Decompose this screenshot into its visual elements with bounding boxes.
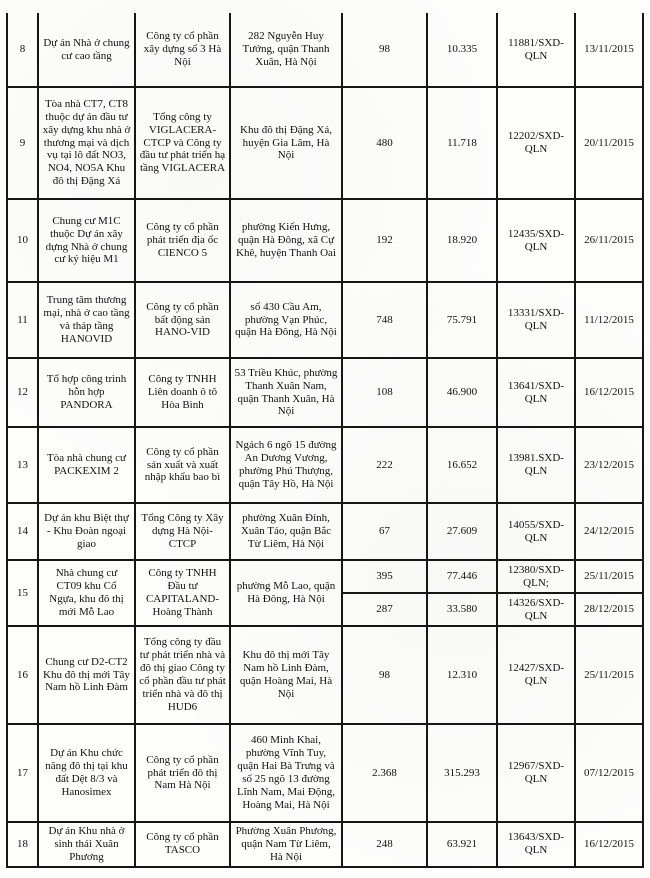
investor-cell: Công ty cổ phần bất động sản HANO-VID [135, 282, 230, 358]
stt-cell: 18 [7, 822, 38, 867]
stt-cell: 10 [7, 199, 38, 282]
table-row [7, 282, 643, 358]
document-date-cell: 24/12/2015 [575, 503, 643, 560]
project-name-cell: Dự án Khu nhà ở sinh thái Xuân Phương [38, 822, 135, 867]
floor-area-cell: 77.446 [427, 560, 497, 593]
stt-cell: 9 [7, 87, 38, 199]
investor-cell: Công ty TNHH Đầu tư CAPITALAND-Hoàng Thành [135, 560, 230, 626]
investor-cell: Tổng công ty đầu tư phát triển nhà và đô thị giao Công ty cổ phần đầu tư phát triển nhà và đô thị HUD6 [135, 626, 230, 724]
stt-cell: 14 [7, 503, 38, 560]
document-date-cell: 25/11/2015 [575, 626, 643, 724]
address-cell: Ngách 6 ngõ 15 đường An Dương Vương, phường Phú Thượng, quận Tây Hồ, Hà Nội [230, 427, 342, 503]
stt-cell: 11 [7, 282, 38, 358]
floor-area-cell: 315.293 [427, 724, 497, 822]
document-number-cell: 13981.SXD-QLN [497, 427, 575, 503]
table-row [7, 358, 643, 427]
stt-cell: 15 [7, 560, 38, 626]
units-count-cell: 192 [342, 199, 427, 282]
document-number-cell: 11881/SXD-QLN [497, 13, 575, 87]
document-number-cell: 12380/SXD-QLN; [497, 560, 575, 593]
document-date-cell: 11/12/2015 [575, 282, 643, 358]
document-number-cell: 12202/SXD-QLN [497, 87, 575, 199]
table-row [7, 626, 643, 724]
investor-cell: Tổng công ty VIGLACERA-CTCP và Công ty đầu tư phát triển hạ tầng VIGLACERA [135, 87, 230, 199]
stt-cell: 17 [7, 724, 38, 822]
floor-area-cell: 12.310 [427, 626, 497, 724]
investor-cell: Công ty cổ phần phát triển đô thị Nam Hà Nội [135, 724, 230, 822]
project-name-cell: Tòa nhà chung cư PACKEXIM 2 [38, 427, 135, 503]
permits-table-body [7, 13, 643, 867]
project-name-cell: Dự án Nhà ở chung cư cao tầng [38, 13, 135, 87]
document-date-cell: 07/12/2015 [575, 724, 643, 822]
document-date-cell: 20/11/2015 [575, 87, 643, 199]
document-date-cell: 28/12/2015 [575, 593, 643, 626]
address-cell: phường Mỗ Lao, quận Hà Đông, Hà Nội [230, 560, 342, 626]
units-count-cell: 395 [342, 560, 427, 593]
investor-cell: Tổng Công ty Xây dựng Hà Nội-CTCP [135, 503, 230, 560]
document-number-cell: 14326/SXD-QLN [497, 593, 575, 626]
project-name-cell: Chung cư M1C thuộc Dự án xây dựng Nhà ở chung cư ký hiệu M1 [38, 199, 135, 282]
units-count-cell: 2.368 [342, 724, 427, 822]
document-number-cell: 12435/SXD-QLN [497, 199, 575, 282]
document-date-cell: 13/11/2015 [575, 13, 643, 87]
stt-cell: 8 [7, 13, 38, 87]
units-count-cell: 480 [342, 87, 427, 199]
units-count-cell: 287 [342, 593, 427, 626]
units-count-cell: 248 [342, 822, 427, 867]
investor-cell: Công ty cổ phần xây dựng số 3 Hà Nội [135, 13, 230, 87]
floor-area-cell: 11.718 [427, 87, 497, 199]
address-cell: phường Kiến Hưng, quận Hà Đông, xã Cự Khê, huyện Thanh Oai [230, 199, 342, 282]
document-number-cell: 13643/SXD-QLN [497, 822, 575, 867]
document-number-cell: 12427/SXD-QLN [497, 626, 575, 724]
project-name-cell: Tổ hợp công trình hỗn hợp PANDORA [38, 358, 135, 427]
table-row [7, 87, 643, 199]
table-row [7, 560, 643, 593]
document-date-cell: 25/11/2015 [575, 560, 643, 593]
units-count-cell: 748 [342, 282, 427, 358]
units-count-cell: 108 [342, 358, 427, 427]
units-count-cell: 98 [342, 13, 427, 87]
floor-area-cell: 63.921 [427, 822, 497, 867]
document-number-cell: 13641/SXD-QLN [497, 358, 575, 427]
units-count-cell: 98 [342, 626, 427, 724]
project-name-cell: Trung tâm thương mại, nhà ở cao tầng và tháp tầng HANOVID [38, 282, 135, 358]
floor-area-cell: 18.920 [427, 199, 497, 282]
address-cell: Phường Xuân Phương, quận Nam Từ Liêm, Hà Nội [230, 822, 342, 867]
address-cell: Khu đô thị mới Tây Nam hồ Linh Đàm, quận Hoàng Mai, Hà Nội [230, 626, 342, 724]
units-count-cell: 222 [342, 427, 427, 503]
floor-area-cell: 10.335 [427, 13, 497, 87]
investor-cell: Công ty cổ phần phát triển địa ốc CIENCO 5 [135, 199, 230, 282]
stt-cell: 16 [7, 626, 38, 724]
units-count-cell: 67 [342, 503, 427, 560]
project-name-cell: Dự án Khu chức năng đô thị tại khu đất Dệt 8/3 và Hanosimex [38, 724, 135, 822]
housing-projects-table [6, 13, 644, 868]
stt-cell: 12 [7, 358, 38, 427]
table-row [7, 427, 643, 503]
table-row [7, 724, 643, 822]
document-number-cell: 13331/SXD-QLN [497, 282, 575, 358]
floor-area-cell: 75.791 [427, 282, 497, 358]
project-name-cell: Nhà chung cư CT09 khu Cổ Ngựa, khu đô thị mới Mỗ Lao [38, 560, 135, 626]
table-row [7, 822, 643, 867]
address-cell: 282 Nguyễn Huy Tưởng, quận Thanh Xuân, Hà Nội [230, 13, 342, 87]
project-name-cell: Tòa nhà CT7, CT8 thuộc dự án đầu tư xây dựng khu nhà ở thương mại và dịch vụ tại lô đất NO3, NO4, NO5A Khu đô thị Đặng Xá [38, 87, 135, 199]
table-row [7, 13, 643, 87]
address-cell: số 430 Cầu Am, phường Vạn Phúc, quận Hà Đông, Hà Nội [230, 282, 342, 358]
floor-area-cell: 33.580 [427, 593, 497, 626]
investor-cell: Công ty cổ phần sản xuất và xuất nhập khẩu bao bì [135, 427, 230, 503]
project-name-cell: Chung cư D2-CT2 Khu đô thị mới Tây Nam hồ Linh Đàm [38, 626, 135, 724]
document-date-cell: 16/12/2015 [575, 358, 643, 427]
investor-cell: Công ty TNHH Liên doanh ô tô Hòa Bình [135, 358, 230, 427]
document-date-cell: 26/11/2015 [575, 199, 643, 282]
table-row [7, 199, 643, 282]
address-cell: phường Xuân Đỉnh, Xuân Tảo, quận Bắc Từ Liêm, Hà Nội [230, 503, 342, 560]
investor-cell: Công ty cổ phần TASCO [135, 822, 230, 867]
floor-area-cell: 27.609 [427, 503, 497, 560]
table-row [7, 503, 643, 560]
document-date-cell: 16/12/2015 [575, 822, 643, 867]
floor-area-cell: 46.900 [427, 358, 497, 427]
stt-cell: 13 [7, 427, 38, 503]
document-number-cell: 14055/SXD-QLN [497, 503, 575, 560]
document-number-cell: 12967/SXD-QLN [497, 724, 575, 822]
address-cell: Khu đô thị Đặng Xá, huyện Gia Lâm, Hà Nội [230, 87, 342, 199]
address-cell: 460 Minh Khai, phường Vĩnh Tuy, quận Hai Bà Trưng và số 25 ngõ 13 đường Lĩnh Nam, Mai Động, Hoàng Mai, Hà Nội [230, 724, 342, 822]
floor-area-cell: 16.652 [427, 427, 497, 503]
document-date-cell: 23/12/2015 [575, 427, 643, 503]
project-name-cell: Dự án khu Biệt thự - Khu Đoàn ngoại giao [38, 503, 135, 560]
address-cell: 53 Triều Khúc, phường Thanh Xuân Nam, quận Thanh Xuân, Hà Nội [230, 358, 342, 427]
